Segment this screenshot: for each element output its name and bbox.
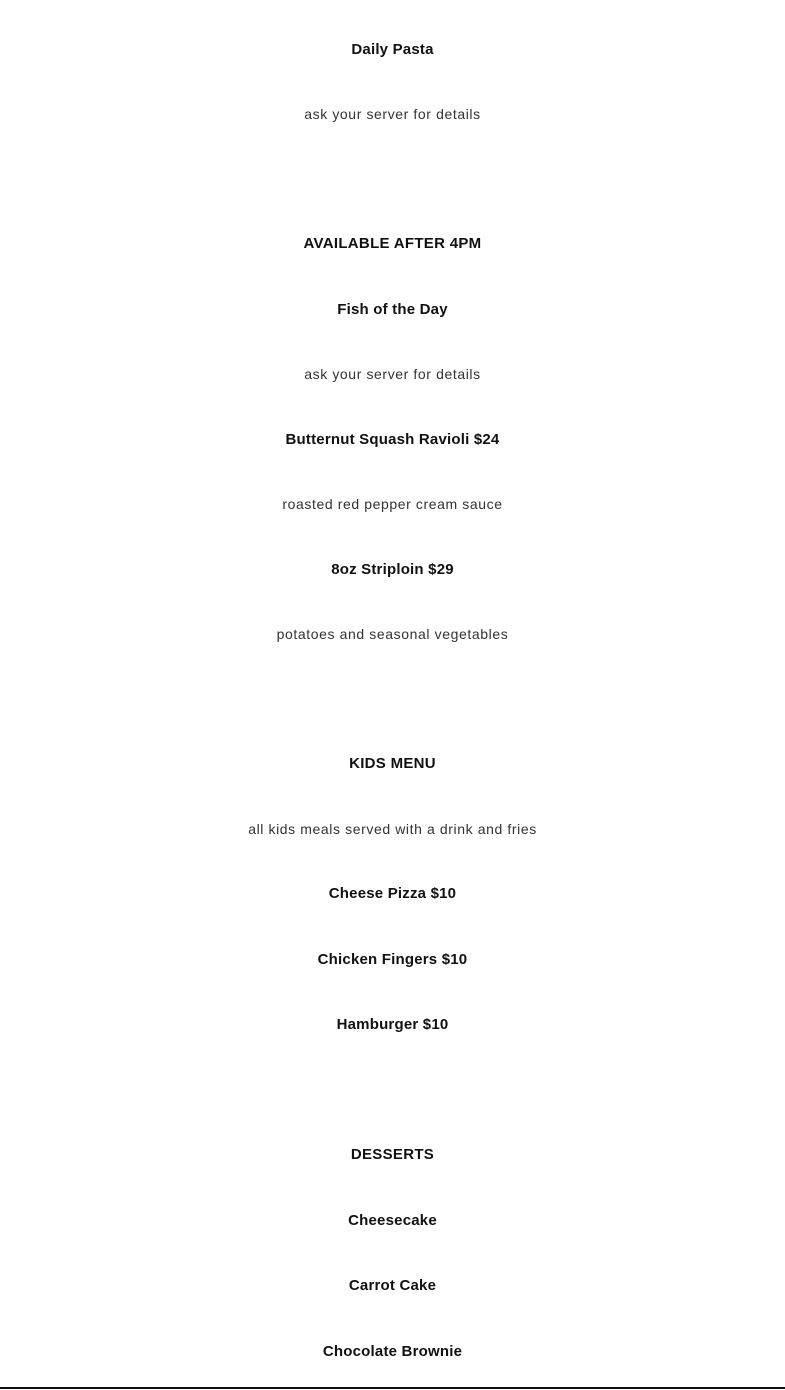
menu-item-name: Butternut Squash Ravioli $24 [285, 431, 500, 448]
menu-item-name: Hamburger $10 [336, 1016, 449, 1033]
menu-item-description: ask your server for details [304, 106, 481, 122]
menu-item-name: 8oz Striploin $29 [331, 561, 454, 578]
menu-item-name: Carrot Cake [348, 1277, 437, 1294]
section-heading-kids-menu: KIDS MENU [349, 755, 436, 772]
menu-item-description: roasted red pepper cream sauce [282, 496, 503, 512]
menu-item-description: potatoes and seasonal vegetables [276, 626, 509, 642]
section-note: all kids meals served with a drink and fries [248, 821, 537, 837]
menu-item-name: Chocolate Brownie [322, 1343, 463, 1360]
menu-item-description: ask your server for details [304, 366, 481, 382]
bottom-divider [0, 1387, 785, 1389]
section-heading-after-4pm: AVAILABLE AFTER 4PM [303, 235, 482, 252]
menu-item-name: Chicken Fingers $10 [317, 951, 468, 968]
menu-item-name: Cheesecake [348, 1212, 437, 1229]
section-heading-desserts: DESSERTS [350, 1146, 435, 1163]
menu-item-name: Daily Pasta [351, 41, 434, 58]
menu-item-name: Cheese Pizza $10 [328, 885, 457, 902]
menu-item-name: Fish of the Day [337, 301, 448, 318]
